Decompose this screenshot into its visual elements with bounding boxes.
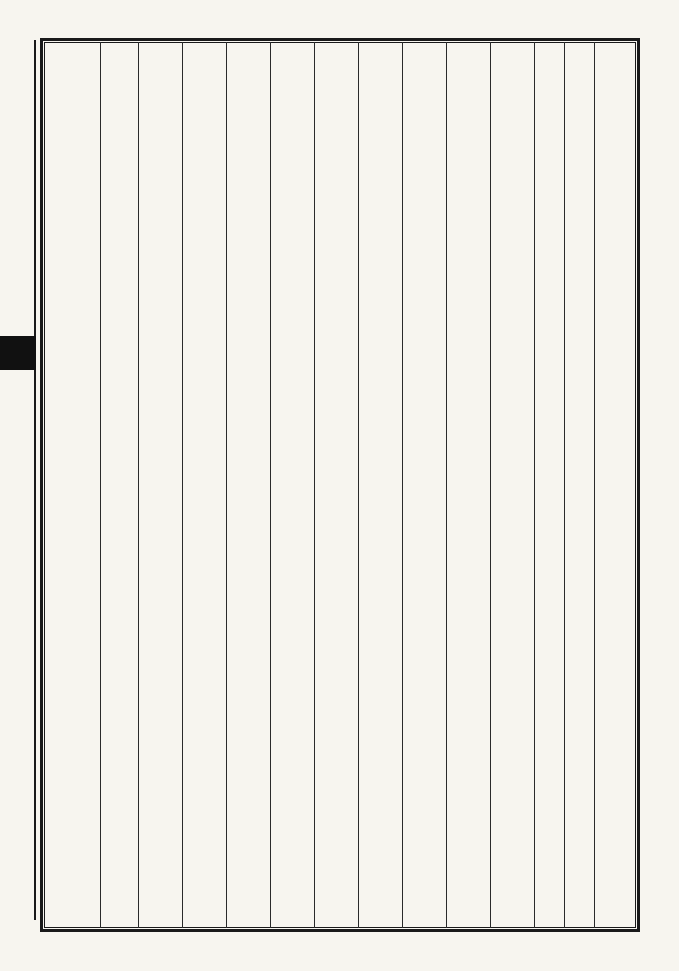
column-rule bbox=[446, 42, 447, 928]
fore-edge-margin bbox=[0, 40, 36, 920]
column-rule bbox=[402, 42, 403, 928]
column-rule bbox=[358, 42, 359, 928]
column-rule bbox=[564, 42, 565, 928]
column-rule bbox=[534, 42, 535, 928]
page-frame-inner bbox=[44, 42, 636, 928]
column-rule bbox=[594, 42, 595, 928]
column-rule bbox=[314, 42, 315, 928]
column-rule bbox=[226, 42, 227, 928]
column-rule bbox=[490, 42, 491, 928]
column-rule bbox=[100, 42, 101, 928]
column-rule bbox=[138, 42, 139, 928]
column-rule bbox=[182, 42, 183, 928]
fishtail-mark bbox=[0, 336, 36, 370]
column-rule bbox=[270, 42, 271, 928]
